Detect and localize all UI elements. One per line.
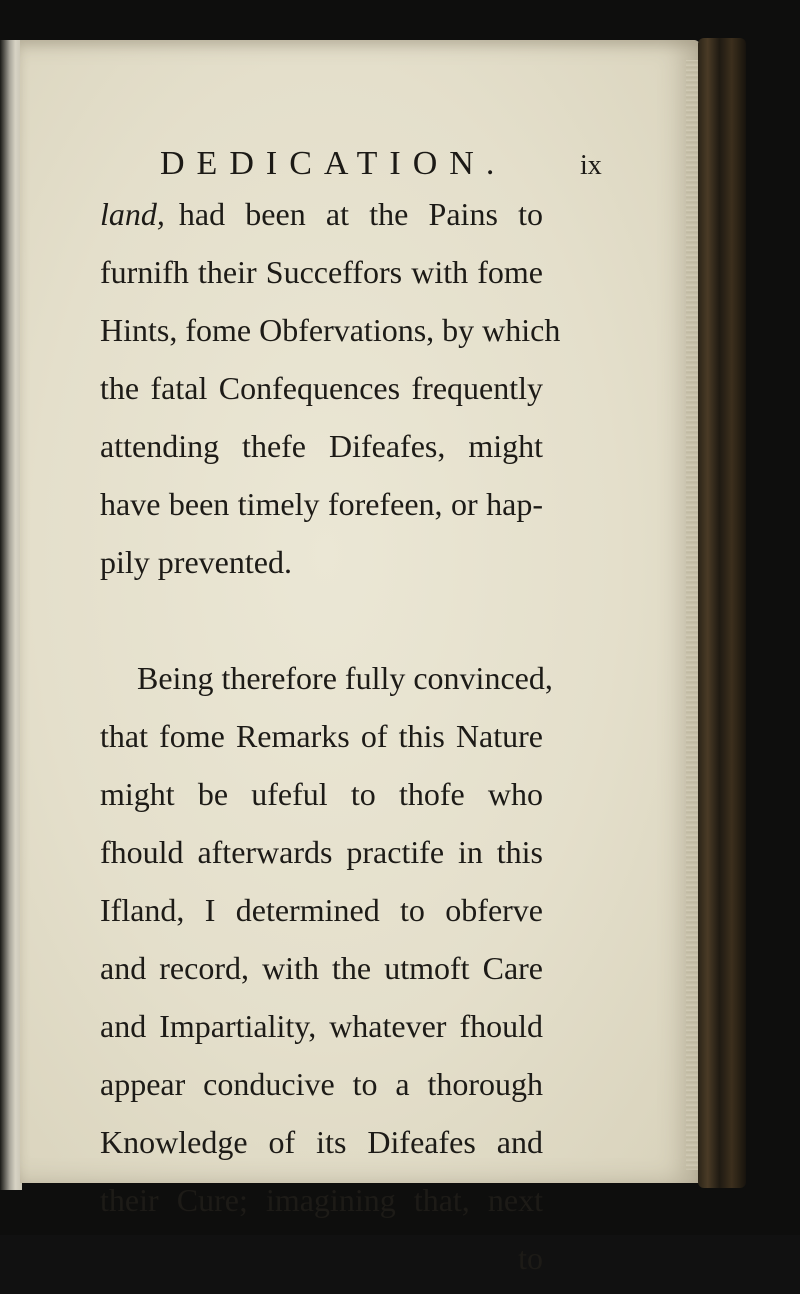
text-line: pily prevented. <box>100 544 292 580</box>
body-text <box>100 192 561 1294</box>
text-line: might be ufeful to thofe who <box>100 776 543 812</box>
text-line: have been timely forefeen, or hap- <box>100 486 543 522</box>
text-line: fhould afterwards practife in this <box>100 834 543 870</box>
text-line: furnifh their Succeffors with fome <box>100 254 543 290</box>
book-spine <box>698 38 746 1188</box>
text-line: their Cure; imagining that, next <box>100 1182 543 1218</box>
page-number: ix <box>580 150 602 181</box>
text-line: that fome Remarks of this Nature <box>100 718 543 754</box>
text-line: Knowledge of its Difeafes and <box>100 1124 543 1160</box>
text-line: Being therefore fully convinced, <box>137 660 553 696</box>
left-page-edge <box>0 40 22 1190</box>
running-head: DEDICATION. <box>160 145 507 182</box>
text-line: appear conducive to a thorough <box>100 1066 543 1102</box>
text-line: attending thefe Difeafes, might <box>100 428 543 464</box>
text-line: and Impartiality, whatever fhould <box>100 1008 543 1044</box>
line-rest: had been at the Pains to <box>178 196 543 232</box>
text-line: Hints, fome Obfervations, by which <box>100 312 561 348</box>
italic-word: land, <box>100 196 165 232</box>
catchword: to <box>518 1240 543 1276</box>
text-line: and record, with the utmoft Care <box>100 950 543 986</box>
text-line <box>100 192 543 250</box>
text-line: the fatal Confequences frequently <box>100 370 543 406</box>
catchword-line <box>100 1236 543 1294</box>
text-line: Ifland, I determined to obferve <box>100 892 543 928</box>
